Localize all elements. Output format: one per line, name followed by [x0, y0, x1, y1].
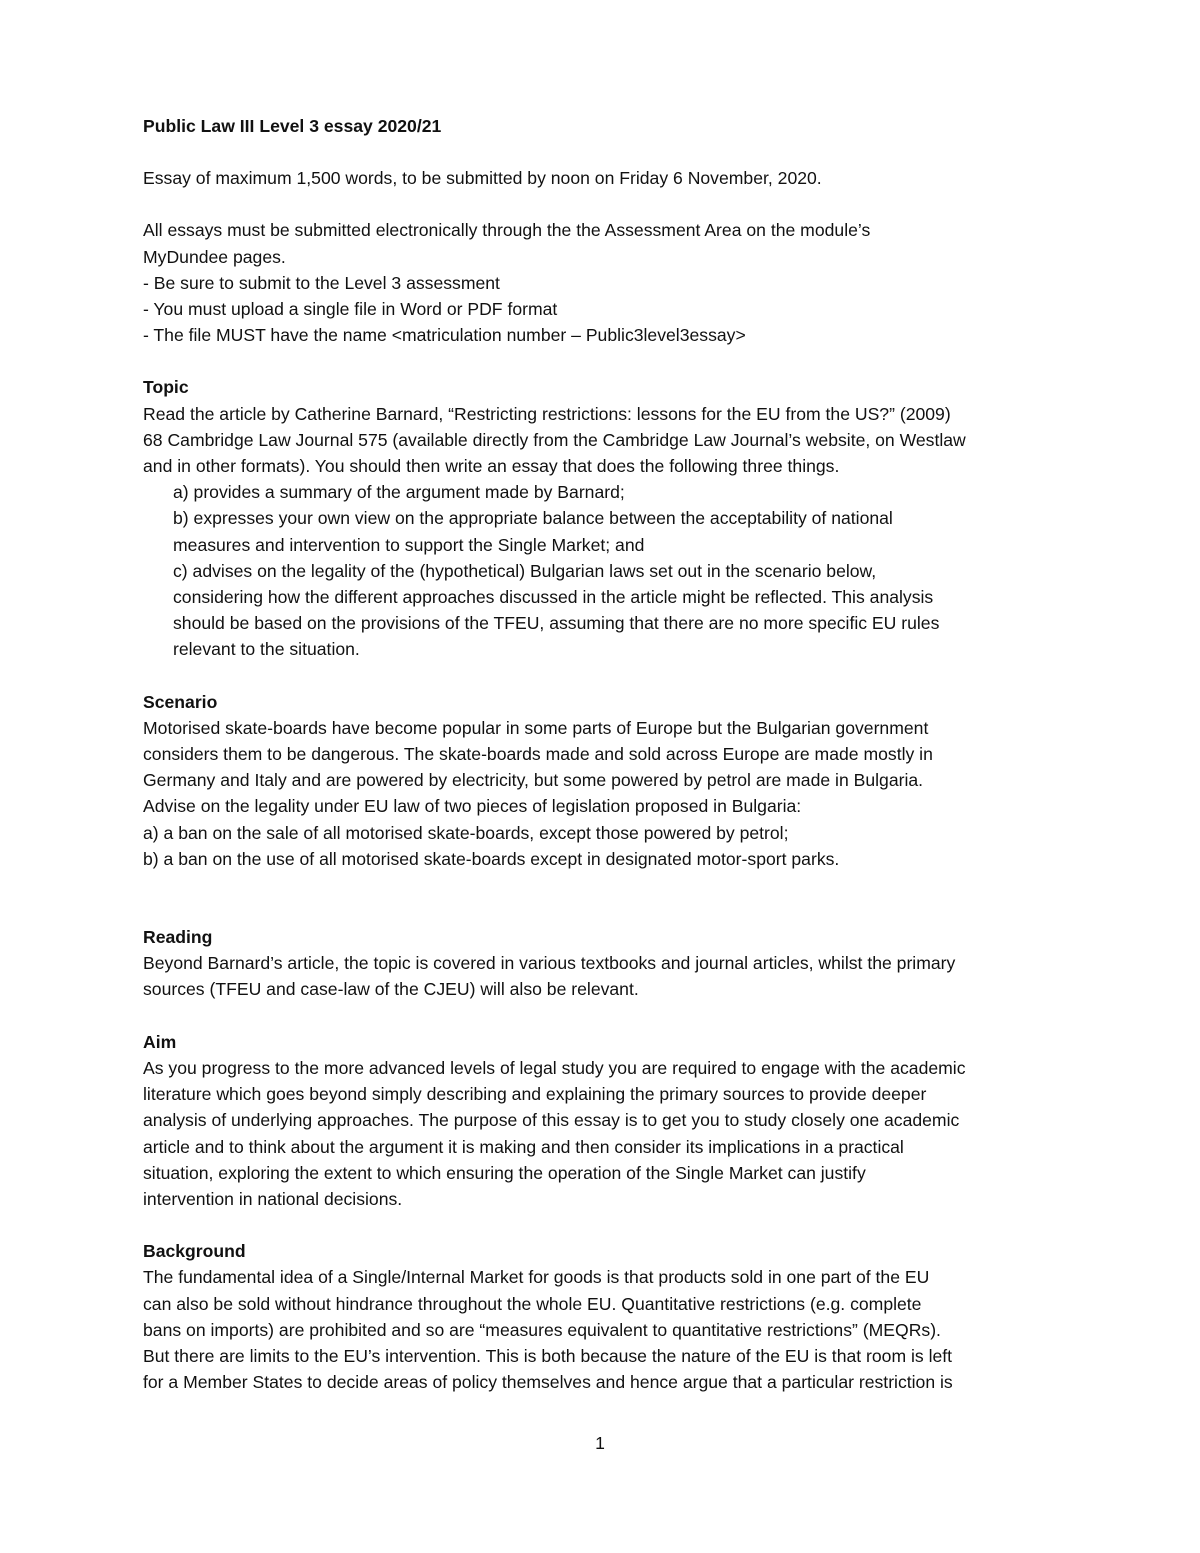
- scenario-line: a) a ban on the sale of all motorised skate-boards, except those powered by petrol;: [143, 822, 789, 843]
- reading-heading: Reading: [143, 927, 213, 948]
- submission-bullet: - Be sure to submit to the Level 3 assessment: [143, 272, 500, 293]
- aim-heading: Aim: [143, 1031, 177, 1052]
- page-number: 1: [595, 1433, 605, 1453]
- aim-section: [143, 1029, 1063, 1212]
- scenario-line: b) a ban on the use of all motorised skate-boards except in designated motor-sport parks.: [143, 848, 840, 869]
- scenario-line: Motorised skate-boards have become popular in some parts of Europe but the Bulgarian government: [143, 717, 929, 738]
- submission-section: [143, 217, 1063, 348]
- background-line: But there are limits to the EU’s intervention. This is both because the nature of the EU is that room is left: [143, 1345, 953, 1366]
- reading-section: [143, 924, 1063, 1003]
- deadline-paragraph: [143, 165, 1063, 191]
- background-line: for a Member States to decide areas of policy themselves and hence argue that a particular restriction is: [143, 1372, 953, 1393]
- submission-bullet: - The file MUST have the name <matriculation number – Public3level3essay>: [143, 325, 746, 346]
- deadline-text: Essay of maximum 1,500 words, to be submitted by noon on Friday 6 November, 2020.: [143, 168, 822, 189]
- scenario-line: considers them to be dangerous. The skate-boards made and sold across Europe are made mostly in: [143, 744, 933, 765]
- topic-heading: Topic: [143, 377, 189, 398]
- aim-line: intervention in national decisions.: [143, 1188, 403, 1209]
- scenario-heading: Scenario: [143, 691, 218, 712]
- topic-item: a) provides a summary of the argument made by Barnard;: [173, 482, 625, 503]
- background-line: bans on imports) are prohibited and so are “measures equivalent to quantitative restrictions” (MEQRs).: [143, 1319, 941, 1340]
- submission-bullet: - You must upload a single file in Word or PDF format: [143, 299, 558, 320]
- topic-item: b) expresses your own view on the appropriate balance between the acceptability of national: [173, 508, 893, 529]
- document-page: [143, 113, 1063, 1421]
- scenario-line: Germany and Italy and are powered by electricity, but some powered by petrol are made in Bulgaria.: [143, 770, 924, 791]
- aim-line: article and to think about the argument it is making and then consider its implications in a practical: [143, 1136, 904, 1157]
- aim-line: situation, exploring the extent to which ensuring the operation of the Single Market can justify: [143, 1162, 866, 1183]
- scenario-line: Advise on the legality under EU law of two pieces of legislation proposed in Bulgaria:: [143, 796, 802, 817]
- background-section: [143, 1238, 1063, 1395]
- topic-item: considering how the different approaches discussed in the article might be reflected. This analysis: [173, 587, 934, 608]
- scenario-section: [143, 689, 1063, 872]
- blank-line: [143, 898, 1063, 924]
- topic-item: relevant to the situation.: [173, 639, 360, 660]
- topic-item: measures and intervention to support the Single Market; and: [173, 534, 645, 555]
- topic-item: should be based on the provisions of the TFEU, assuming that there are no more specific EU rules: [173, 613, 940, 634]
- background-heading: Background: [143, 1241, 246, 1262]
- background-line: can also be sold without hindrance throughout the whole EU. Quantitative restrictions (e.g. complete: [143, 1293, 922, 1314]
- topic-line: Read the article by Catherine Barnard, “Restricting restrictions: lessons for the EU from the US?” (2009): [143, 403, 951, 424]
- submission-line: MyDundee pages.: [143, 246, 286, 267]
- reading-line: sources (TFEU and case-law of the CJEU) will also be relevant.: [143, 979, 639, 1000]
- aim-line: literature which goes beyond simply describing and explaining the primary sources to provide deeper: [143, 1084, 927, 1105]
- document-title: Public Law III Level 3 essay 2020/21: [143, 116, 442, 136]
- aim-line: analysis of underlying approaches. The purpose of this essay is to get you to study closely one academic: [143, 1110, 960, 1131]
- topic-item: c) advises on the legality of the (hypothetical) Bulgarian laws set out in the scenario below,: [173, 560, 877, 581]
- topic-line: and in other formats). You should then write an essay that does the following three things.: [143, 456, 840, 477]
- background-line: The fundamental idea of a Single/Internal Market for goods is that products sold in one part of the EU: [143, 1267, 930, 1288]
- topic-line: 68 Cambridge Law Journal 575 (available directly from the Cambridge Law Journal’s website, on Westlaw: [143, 429, 966, 450]
- submission-line: All essays must be submitted electronically through the the Assessment Area on the module’s: [143, 220, 871, 241]
- topic-section: [143, 374, 1063, 662]
- reading-line: Beyond Barnard’s article, the topic is covered in various textbooks and journal articles, whilst the primary: [143, 953, 956, 974]
- aim-line: As you progress to the more advanced levels of legal study you are required to engage with the academic: [143, 1057, 966, 1078]
